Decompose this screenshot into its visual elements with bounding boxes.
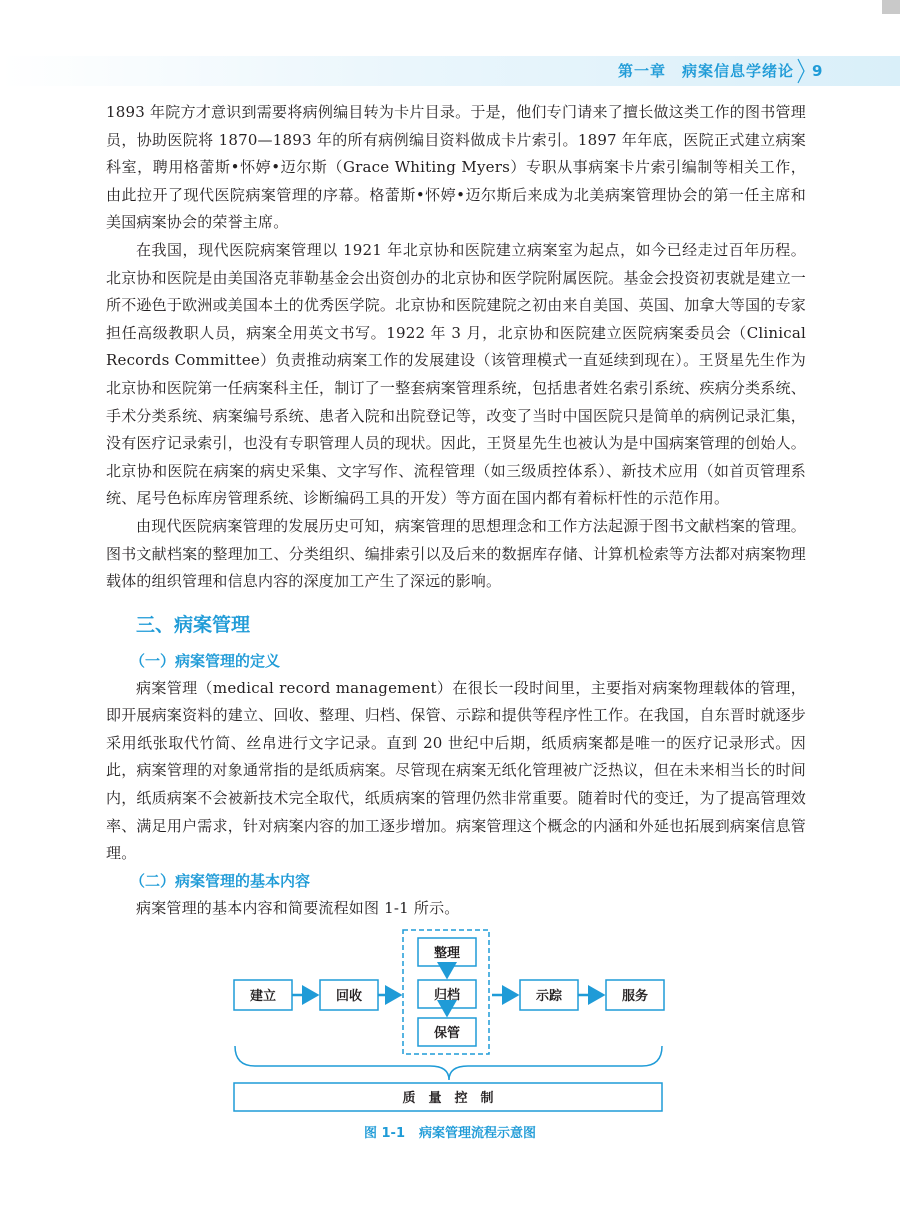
paragraph-figure-intro: 病案管理的基本内容和简要流程如图 1-1 所示。 — [136, 898, 460, 917]
box-recover-label: 回收 — [335, 989, 363, 1004]
box-store — [418, 1018, 476, 1046]
brace-icon — [235, 1046, 662, 1080]
box-create-label: 建立 — [249, 989, 277, 1004]
box-arrange-label: 整理 — [433, 946, 461, 961]
box-archive — [418, 980, 476, 1008]
section-heading: 三、病案管理 — [136, 613, 251, 636]
running-header-chapter: 第一章 病案信息学绪论 — [617, 62, 794, 80]
paragraph-history-china: 在我国，现代医院病案管理以 1921 年北京协和医院建立病案室为起点，如今已经走过百年历程。北京协和医院是由美国洛克菲勒基金会出资创办的北京协和医学院附属医院。基金会投资初衷就是建立一所不逊色于欧洲或美国本土的优秀医学院。北京协和医院建院之初由来自美国、英国、加拿大等国的专家担任高级教职人员，病案全用英文书写。1922 年 3 月，北京协和医院建立医院病案委员会（Clinical Records Committee）负责推动病案工作的发展建设（该管理模式一直延续到现在）。王贤星先生作为北京协和医院第一任病案科主任，制订了一整套病案管理系统，包括患者姓名索引系统、疾病分类系统、手术分类系统、病案编号系统、患者入院和出院登记等，改变了当时中国医院只是简单的病例记录汇集，没有医疗记录索引，也没有专职管理人员的现状。因此，王贤星先生也被认为是中国病案管理的创始人。北京协和医院在病案的病史采集、文字写作、流程管理（如三级质控体系）、新技术应用（如首页管理系统、尾号色标库房管理系统、诊断编码工具的开发）等方面在国内都有着标杆性的示范作用。 — [106, 240, 806, 508]
paragraph-definition: 病案管理（medical record management）在很长一段时间里，主要指对病案物理载体的管理，即开展病案资料的建立、回收、整理、归档、保管、示踪和提供等程序性工作。在我国，自东晋时就逐步采用纸张取代竹简、丝帛进行文字记录。直到 20 世纪中后期，纸质病案都是唯一的医疗记录形式。因此，病案管理的对象通常指的是纸质病案。尽管现在病案无纸化管理被广泛热议，但在未来相当长的时间内，纸质病案不会被新技术完全取代，纸质病案的管理仍然非常重要。随着时代的变迁，为了提高管理效率、满足用户需求，针对病案内容的加工逐步增加。病案管理这个概念的内涵和外延也拓展到病案信息管理。 — [106, 678, 806, 863]
corner-crop-mark — [882, 0, 900, 14]
box-create — [234, 980, 292, 1010]
subsection-heading-definition: （一）病案管理的定义 — [130, 651, 281, 670]
figure-caption-number: 图 1-1 — [363, 1126, 405, 1141]
figure-caption-title: 病案管理流程示意图 — [419, 1126, 537, 1141]
subsection-heading-content: （二）病案管理的基本内容 — [130, 871, 311, 890]
header-chevron-icon — [796, 58, 806, 84]
flowchart-diagram — [0, 928, 900, 1120]
box-store-label: 保管 — [433, 1026, 461, 1041]
box-quality-control — [234, 1083, 662, 1111]
box-recover — [320, 980, 378, 1010]
box-service — [606, 980, 664, 1010]
box-arrange — [418, 938, 476, 966]
box-service-label: 服务 — [621, 989, 649, 1004]
paragraph-history-origin: 由现代医院病案管理的发展历史可知，病案管理的思想理念和工作方法起源于图书文献档案的管理。图书文献档案的整理加工、分类组织、编排索引以及后来的数据库存储、计算机检索等方法都对病案物理载体的组织管理和信息内容的深度加工产生了深远的影响。 — [106, 516, 806, 591]
box-track — [520, 980, 578, 1010]
paragraph-history-us: 1893 年院方才意识到需要将病例编目转为卡片目录。于是，他们专门请来了擅长做这类工作的图书管理员，协助医院将 1870—1893 年的所有病例编目资料做成卡片索引。1897 年年底，医院正式建立病案科室，聘用格蕾斯•怀婷•迈尔斯（Grace Whiting Myers）专职从事病案卡片索引编制等相关工作，由此拉开了现代医院病案管理的序幕。格蕾斯•怀婷•迈尔斯后来成为北美病案管理协会的第一任主席和美国病案协会的荣誉主席。 — [106, 103, 806, 232]
box-archive-label: 归档 — [433, 988, 461, 1003]
figure-caption — [0, 1122, 900, 1141]
figure-1-1 — [0, 928, 900, 1148]
box-track-label: 示踪 — [535, 989, 563, 1004]
page-number: 9 — [812, 62, 823, 80]
page-body — [106, 99, 806, 922]
box-quality-control-label: 质 量 控 制 — [402, 1091, 494, 1106]
